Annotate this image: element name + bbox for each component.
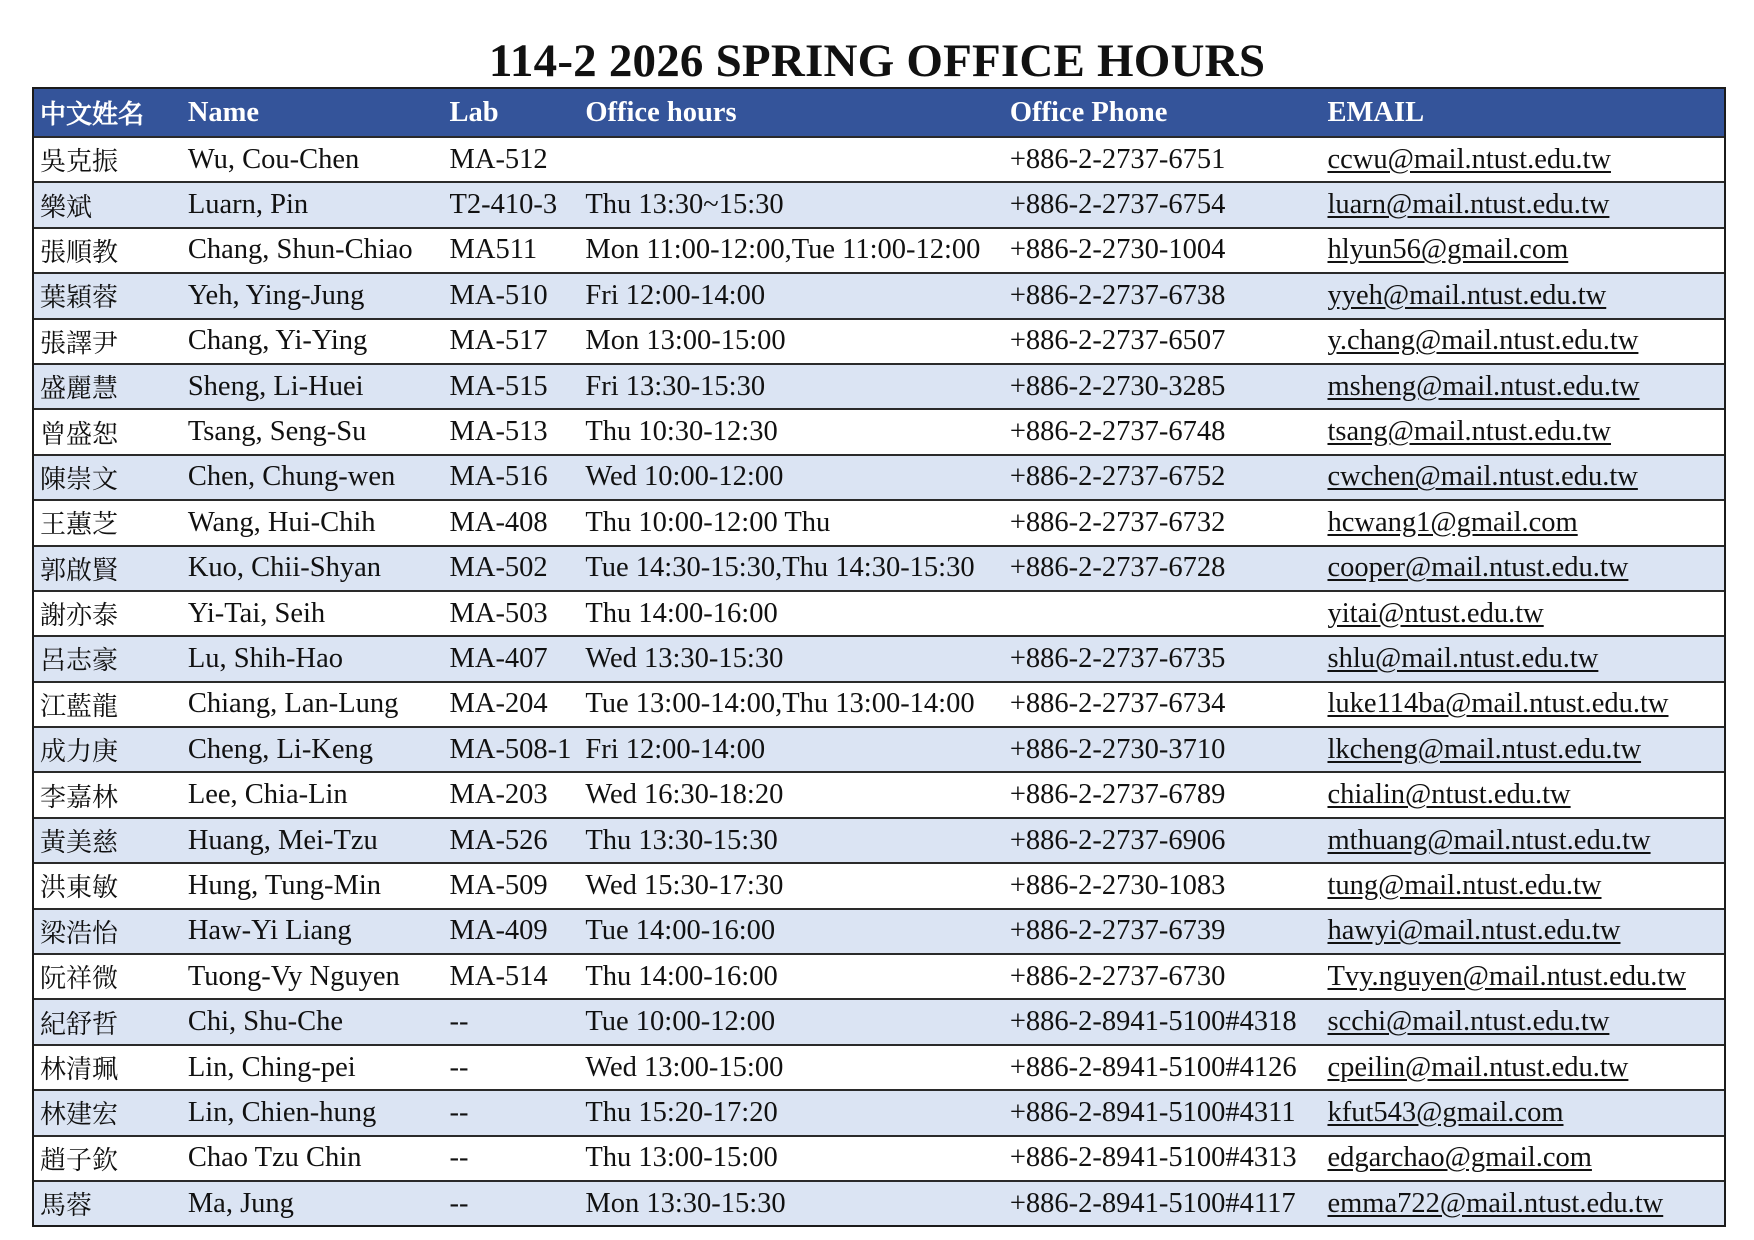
- email-link[interactable]: tsang@mail.ntust.edu.tw: [1327, 416, 1611, 448]
- table-row: [34, 726, 1724, 771]
- lab-cell: MA-502: [449, 552, 548, 584]
- chinese-name-cell: 黃美慈: [40, 828, 119, 859]
- table-row: [34, 136, 1724, 181]
- table-row: [34, 454, 1724, 499]
- email-link[interactable]: cwchen@mail.ntust.edu.tw: [1327, 461, 1638, 493]
- table-row: [34, 1180, 1724, 1225]
- office-hours-cell: Wed 16:30-18:20: [585, 779, 784, 811]
- table-row: [34, 227, 1724, 272]
- office-hours-cell: Tue 10:00-12:00: [585, 1006, 776, 1038]
- email-link[interactable]: tung@mail.ntust.edu.tw: [1327, 869, 1602, 901]
- email-cell: [1321, 507, 1724, 539]
- chinese-name-cell: 郭啟賢: [40, 555, 119, 586]
- lab-cell: --: [449, 1187, 469, 1219]
- lab-cell: MA-510: [449, 279, 548, 311]
- lab-cell: MA-514: [449, 960, 548, 992]
- chinese-name-cell: 呂志豪: [40, 646, 119, 677]
- table-row: [34, 817, 1724, 862]
- chinese-name-cell: 李嘉林: [40, 782, 119, 813]
- email-link[interactable]: yyeh@mail.ntust.edu.tw: [1327, 279, 1607, 311]
- office-hours-cell: Wed 13:30-15:30: [585, 642, 784, 674]
- office-phone-cell: +886-2-8941-5100#4311: [1009, 1096, 1296, 1128]
- office-hours-cell: Thu 15:20-17:20: [585, 1096, 778, 1128]
- office-hours-cell: Wed 15:30-17:30: [585, 869, 784, 901]
- name-cell: Wu, Cou-Chen: [187, 143, 360, 175]
- name-cell: Haw-Yi Liang: [187, 915, 352, 947]
- email-link[interactable]: luke114ba@mail.ntust.edu.tw: [1327, 688, 1669, 720]
- email-link[interactable]: mthuang@mail.ntust.edu.tw: [1327, 824, 1651, 856]
- office-phone-cell: +886-2-2737-6732: [1009, 506, 1226, 538]
- office-hours-cell: Thu 10:00-12:00 Thu: [585, 506, 831, 538]
- email-link[interactable]: kfut543@gmail.com: [1327, 1096, 1564, 1128]
- chinese-name-cell: 江藍龍: [40, 691, 119, 722]
- office-hours-cell: Mon 13:00-15:00: [585, 325, 786, 357]
- office-phone-cell: +886-2-2730-3710: [1009, 733, 1226, 765]
- chinese-name-cell: 曾盛恕: [40, 419, 119, 450]
- chinese-name-cell: 阮祥微: [40, 964, 119, 995]
- chinese-name-cell: 盛麗慧: [40, 374, 119, 405]
- office-phone-cell: +886-2-2737-6730: [1009, 960, 1226, 992]
- column-header-chinese-name: 中文姓名: [40, 100, 145, 130]
- chinese-name-cell: 趙子欽: [40, 1145, 119, 1176]
- email-cell: [1321, 416, 1724, 448]
- column-header-name: Name: [187, 96, 260, 128]
- lab-cell: MA-512: [449, 143, 548, 175]
- office-phone-cell: +886-2-2737-6748: [1009, 416, 1226, 448]
- chinese-name-cell: 成力庚: [40, 737, 119, 768]
- table-row: [34, 862, 1724, 907]
- lab-cell: --: [449, 1051, 469, 1083]
- office-hours-cell: Wed 10:00-12:00: [585, 461, 784, 493]
- chinese-name-cell: 王蕙芝: [40, 510, 119, 541]
- office-hours-cell: Fri 12:00-14:00: [585, 733, 766, 765]
- name-cell: Luarn, Pin: [187, 189, 309, 221]
- name-cell: Lee, Chia-Lin: [187, 779, 348, 811]
- office-hours-cell: Thu 13:00-15:00: [585, 1142, 778, 1174]
- email-link[interactable]: Tvy.nguyen@mail.ntust.edu.tw: [1327, 960, 1686, 992]
- email-link[interactable]: lkcheng@mail.ntust.edu.tw: [1327, 733, 1642, 765]
- name-cell: Chang, Yi-Ying: [187, 325, 368, 357]
- email-link[interactable]: cpeilin@mail.ntust.edu.tw: [1327, 1051, 1629, 1083]
- office-phone-cell: +886-2-8941-5100#4117: [1009, 1187, 1296, 1219]
- chinese-name-cell: 林清珮: [40, 1055, 119, 1085]
- name-cell: Chi, Shu-Che: [187, 1006, 344, 1038]
- office-hours-cell: Thu 13:30~15:30: [585, 189, 784, 221]
- office-hours-cell: Tue 14:30-15:30,Thu 14:30-15:30: [585, 552, 975, 584]
- name-cell: Wang, Hui-Chih: [187, 506, 376, 538]
- name-cell: Lu, Shih-Hao: [187, 642, 343, 674]
- email-cell: [1321, 371, 1724, 403]
- name-cell: Huang, Mei-Tzu: [187, 824, 378, 856]
- office-phone-cell: +886-2-2737-6906: [1009, 824, 1226, 856]
- table-row: [34, 1089, 1724, 1134]
- chinese-name-cell: 馬蓉: [40, 1191, 93, 1222]
- lab-cell: MA-408: [449, 506, 548, 538]
- table-row: [34, 953, 1724, 998]
- lab-cell: T2-410-3: [449, 189, 558, 221]
- table-body: [34, 136, 1724, 1225]
- name-cell: Tsang, Seng-Su: [187, 416, 367, 448]
- lab-cell: MA-503: [449, 597, 548, 629]
- email-link[interactable]: hawyi@mail.ntust.edu.tw: [1327, 915, 1621, 947]
- email-link[interactable]: y.chang@mail.ntust.edu.tw: [1327, 325, 1639, 357]
- table-row: [34, 318, 1724, 363]
- table-row: [34, 908, 1724, 953]
- table-row: [34, 1135, 1724, 1180]
- email-cell: [1321, 915, 1724, 947]
- email-link[interactable]: scchi@mail.ntust.edu.tw: [1327, 1006, 1610, 1038]
- chinese-name-cell: 林建宏: [40, 1100, 119, 1131]
- name-cell: Chao Tzu Chin: [187, 1142, 362, 1174]
- email-cell: [1321, 234, 1724, 266]
- office-hours-cell: Fri 12:00-14:00: [585, 279, 766, 311]
- office-hours-cell: Thu 14:00-16:00: [585, 960, 778, 992]
- email-link[interactable]: chialin@ntust.edu.tw: [1327, 779, 1571, 811]
- email-link[interactable]: msheng@mail.ntust.edu.tw: [1327, 370, 1640, 402]
- name-cell: Sheng, Li-Huei: [187, 370, 364, 402]
- chinese-name-cell: 洪東敏: [40, 873, 119, 904]
- name-cell: Yi-Tai, Seih: [187, 597, 326, 629]
- email-link[interactable]: hlyun56@gmail.com: [1327, 234, 1569, 266]
- office-phone-cell: +886-2-2737-6789: [1009, 779, 1226, 811]
- name-cell: Lin, Chien-hung: [187, 1096, 377, 1128]
- email-link[interactable]: edgarchao@gmail.com: [1327, 1142, 1592, 1174]
- lab-cell: MA-516: [449, 461, 548, 493]
- table-row: [34, 181, 1724, 226]
- name-cell: Hung, Tung-Min: [187, 869, 382, 901]
- office-hours-cell: Wed 13:00-15:00: [585, 1051, 784, 1083]
- office-phone-cell: +886-2-2737-6752: [1009, 461, 1226, 493]
- office-hours-cell: Thu 10:30-12:30: [585, 416, 778, 448]
- lab-cell: --: [449, 1006, 469, 1038]
- office-phone-cell: +886-2-8941-5100#4126: [1009, 1051, 1297, 1083]
- email-link[interactable]: ccwu@mail.ntust.edu.tw: [1327, 143, 1611, 175]
- name-cell: Chang, Shun-Chiao: [187, 234, 413, 266]
- name-cell: Ma, Jung: [187, 1187, 294, 1219]
- email-cell: [1321, 688, 1724, 720]
- table-header-row: [34, 89, 1724, 136]
- table-row: [34, 272, 1724, 317]
- email-cell: [1321, 598, 1724, 630]
- office-phone-cell: +886-2-2737-6728: [1009, 552, 1226, 584]
- email-link[interactable]: cooper@mail.ntust.edu.tw: [1327, 552, 1629, 584]
- office-phone-cell: +886-2-2737-6507: [1009, 325, 1226, 357]
- office-hours-cell: Mon 13:30-15:30: [585, 1187, 786, 1219]
- chinese-name-cell: 樂斌: [40, 192, 93, 223]
- office-phone-cell: +886-2-2737-6738: [1009, 279, 1226, 311]
- lab-cell: MA-515: [449, 370, 548, 402]
- name-cell: Chen, Chung-wen: [187, 461, 396, 493]
- office-phone-cell: +886-2-2737-6734: [1009, 688, 1226, 720]
- lab-cell: MA-526: [449, 824, 548, 856]
- page-title: 114-2 2026 SPRING OFFICE HOURS: [488, 35, 1266, 87]
- email-cell: [1321, 734, 1724, 766]
- email-cell: [1321, 1052, 1724, 1084]
- office-hours-cell: Tue 14:00-16:00: [585, 915, 776, 947]
- email-cell: [1321, 552, 1724, 584]
- chinese-name-cell: 紀舒哲: [40, 1009, 119, 1040]
- office-phone-cell: +886-2-2737-6739: [1009, 915, 1226, 947]
- email-cell: [1321, 1142, 1724, 1174]
- email-cell: [1321, 1097, 1724, 1129]
- lab-cell: MA511: [449, 234, 538, 266]
- table-row: [34, 635, 1724, 680]
- email-cell: [1321, 643, 1724, 675]
- email-cell: [1321, 144, 1724, 176]
- table-row: [34, 363, 1724, 408]
- column-header-office-hours: Office hours: [585, 96, 737, 128]
- table-row: [34, 998, 1724, 1043]
- table-row: [34, 1044, 1724, 1089]
- office-hours-cell: Mon 11:00-12:00,Tue 11:00-12:00: [585, 234, 981, 266]
- lab-cell: --: [449, 1142, 469, 1174]
- office-phone-cell: +886-2-2730-3285: [1009, 370, 1226, 402]
- column-header-email: EMAIL: [1327, 96, 1425, 128]
- table-row: [34, 771, 1724, 816]
- name-cell: Lin, Ching-pei: [187, 1051, 356, 1083]
- email-cell: [1321, 189, 1724, 221]
- office-phone-cell: +886-2-8941-5100#4313: [1009, 1142, 1297, 1174]
- table-row: [34, 545, 1724, 590]
- lab-cell: MA-509: [449, 869, 548, 901]
- email-cell: [1321, 779, 1724, 811]
- email-cell: [1321, 825, 1724, 857]
- chinese-name-cell: 謝亦泰: [40, 601, 119, 632]
- office-hours-cell: Fri 13:30-15:30: [585, 370, 766, 402]
- email-link[interactable]: luarn@mail.ntust.edu.tw: [1327, 189, 1610, 221]
- lab-cell: MA-407: [449, 642, 548, 674]
- email-cell: [1321, 870, 1724, 902]
- office-phone-cell: +886-2-2730-1004: [1009, 234, 1226, 266]
- chinese-name-cell: 梁浩怡: [40, 918, 119, 949]
- table-row: [34, 499, 1724, 544]
- office-phone-cell: +886-2-2730-1083: [1009, 869, 1226, 901]
- name-cell: Yeh, Ying-Jung: [187, 279, 365, 311]
- lab-cell: MA-203: [449, 779, 548, 811]
- email-cell: [1321, 461, 1724, 493]
- email-cell: [1321, 1006, 1724, 1038]
- lab-cell: MA-513: [449, 416, 548, 448]
- office-hours-cell: Thu 13:30-15:30: [585, 824, 778, 856]
- table-row: [34, 590, 1724, 635]
- office-phone-cell: +886-2-2737-6754: [1009, 189, 1226, 221]
- office-phone-cell: +886-2-2737-6751: [1009, 143, 1226, 175]
- email-cell: [1321, 961, 1724, 993]
- chinese-name-cell: 吳克振: [40, 147, 119, 178]
- office-hours-cell: Thu 14:00-16:00: [585, 597, 778, 629]
- chinese-name-cell: 張順教: [40, 237, 119, 268]
- email-cell: [1321, 1188, 1724, 1220]
- email-link[interactable]: hcwang1@gmail.com: [1327, 506, 1578, 538]
- lab-cell: MA-204: [449, 688, 548, 720]
- table-row: [34, 408, 1724, 453]
- lab-cell: MA-409: [449, 915, 548, 947]
- email-cell: [1321, 280, 1724, 312]
- office-phone-cell: +886-2-8941-5100#4318: [1009, 1006, 1297, 1038]
- name-cell: Chiang, Lan-Lung: [187, 688, 399, 720]
- chinese-name-cell: 張譯尹: [40, 328, 119, 359]
- office-phone-cell: +886-2-2737-6735: [1009, 642, 1226, 674]
- email-link[interactable]: emma722@mail.ntust.edu.tw: [1327, 1187, 1664, 1219]
- chinese-name-cell: 陳崇文: [40, 464, 119, 495]
- name-cell: Tuong-Vy Nguyen: [187, 960, 400, 992]
- name-cell: Cheng, Li-Keng: [187, 733, 374, 765]
- lab-cell: MA-508-1: [449, 733, 572, 765]
- table-row: [34, 681, 1724, 726]
- column-header-office-phone: Office Phone: [1009, 96, 1168, 128]
- column-header-lab: Lab: [449, 96, 499, 128]
- office-hours-table: [32, 87, 1726, 1227]
- email-link[interactable]: shlu@mail.ntust.edu.tw: [1327, 642, 1599, 674]
- email-link[interactable]: yitai@ntust.edu.tw: [1327, 597, 1544, 629]
- name-cell: Kuo, Chii-Shyan: [187, 552, 381, 584]
- office-hours-cell: Tue 13:00-14:00,Thu 13:00-14:00: [585, 688, 975, 720]
- chinese-name-cell: 葉穎蓉: [40, 283, 119, 314]
- email-cell: [1321, 325, 1724, 357]
- lab-cell: MA-517: [449, 325, 548, 357]
- lab-cell: --: [449, 1096, 469, 1128]
